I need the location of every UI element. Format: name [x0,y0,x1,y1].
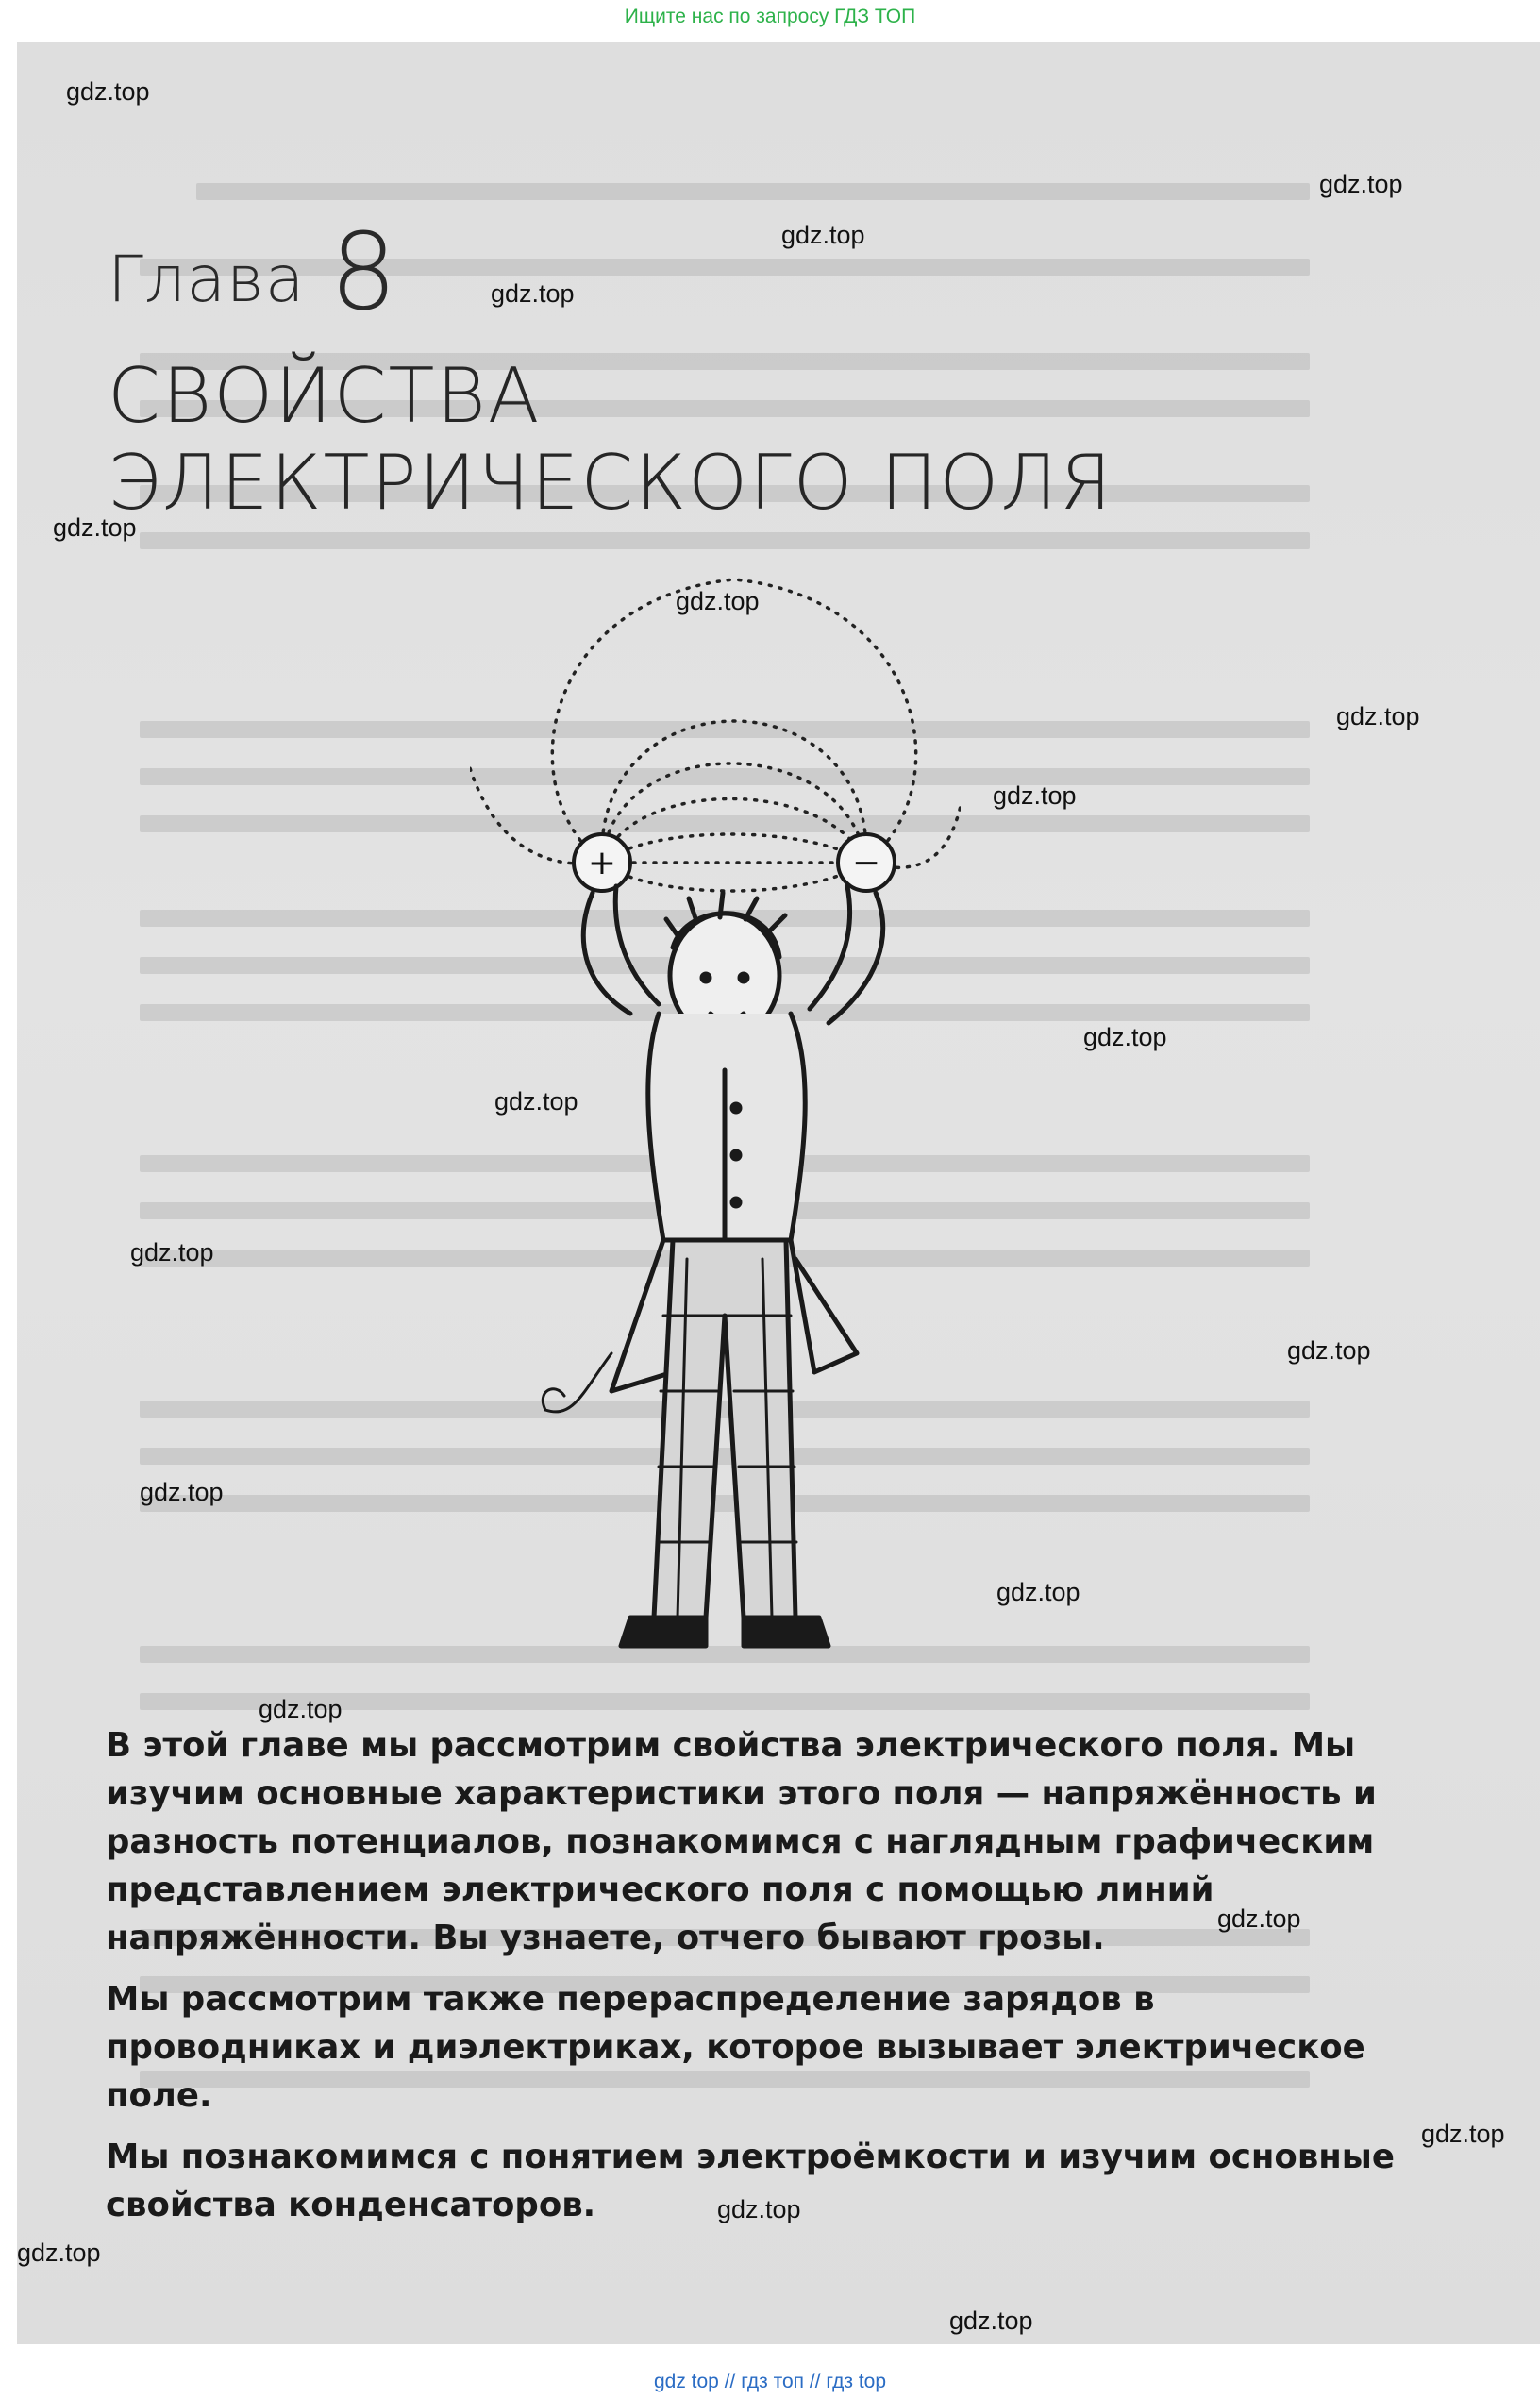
watermark: gdz.top [140,1478,224,1506]
watermark: gdz.top [494,1087,578,1116]
watermark: gdz.top [1336,702,1420,730]
top-banner[interactable]: Ищите нас по запросу ГДЗ ТОП [624,6,916,27]
positive-charge-ball [574,834,630,891]
chapter-title-line-2: ЭЛЕКТРИЧЕСКОГО ПОЛЯ [108,439,1113,527]
bottom-banner[interactable]: gdz top // гдз топ // гдз top [653,2371,887,2392]
minus-sign: − [851,844,881,882]
watermark: gdz.top [781,221,865,249]
plus-sign: + [587,844,617,882]
chapter-intro [106,1721,1408,2242]
watermark: gdz.top [993,781,1077,810]
watermark: gdz.top [491,279,575,308]
watermark: gdz.top [1287,1336,1371,1365]
intro-paragraph-3: Мы познакомимся с понятием электроёмкости и изучим основные свойства конденсаторов. [106,2138,1395,2224]
watermark: gdz.top [1217,1904,1301,1933]
watermark: gdz.top [259,1695,343,1723]
watermark: gdz.top [949,2307,1033,2335]
scientist-figure [543,886,882,1646]
watermark: gdz.top [53,513,137,542]
chapter-label: Глава [108,243,306,317]
watermark: gdz.top [1319,170,1403,198]
chapter-title-line-1: СВОЙСТВА [108,352,542,440]
intro-paragraph-2: Мы рассмотрим также перераспределение зарядов в проводниках и диэлектриках, которое вызывает электрическое поле. [106,1980,1365,2115]
watermark: gdz.top [996,1578,1080,1606]
scientist-illustration [470,542,961,1712]
chapter-title [108,353,1240,527]
negative-charge-ball [838,834,895,891]
watermark: gdz.top [130,1238,214,1267]
intro-paragraph-1: В этой главе мы рассмотрим свойства электрического поля. Мы изучим основные характеристики этого поля — напряжённость и разность потенциалов, познакомимся с наглядным графическим представлением электрического поля с помощью линий напряжённости. Вы узнаете, отчего бывают грозы. [106,1726,1377,1957]
watermark: gdz.top [66,77,150,106]
watermark: gdz.top [1083,1023,1167,1051]
watermark: gdz.top [676,587,760,615]
watermark: gdz.top [1421,2120,1505,2148]
watermark: gdz.top [717,2195,801,2223]
book-page [17,42,1540,2344]
chapter-heading [108,211,397,334]
watermark: gdz.top [17,2239,101,2267]
chapter-number: 8 [329,211,397,334]
